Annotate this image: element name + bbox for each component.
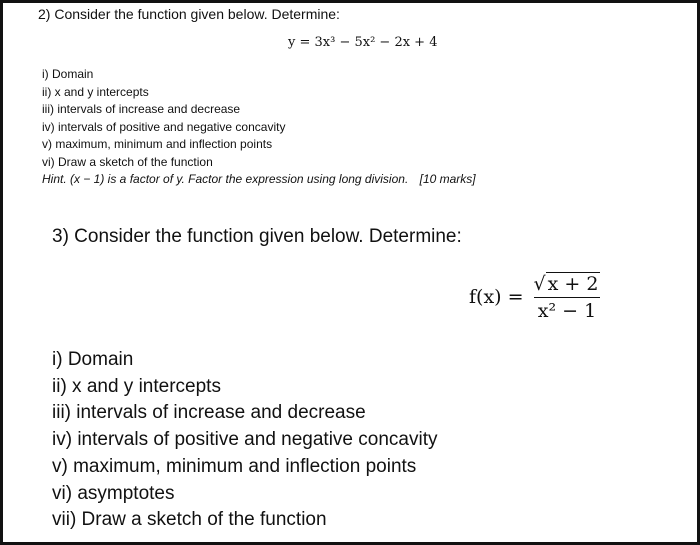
q3-item-concavity: iv) intervals of positive and negative concavity bbox=[52, 429, 438, 451]
q2-item-sketch: vi) Draw a sketch of the function bbox=[42, 154, 213, 169]
q2-item-domain: i) Domain bbox=[42, 67, 94, 81]
q2-hint: Hint. (x − 1) is a factor of y. Factor the expression using long division. bbox=[42, 172, 409, 186]
q2-item-concavity: iv) intervals of positive and negative concavity bbox=[42, 119, 286, 134]
q3-item-increase-decrease: iii) intervals of increase and decrease bbox=[52, 402, 366, 424]
q3-numerator bbox=[532, 272, 603, 297]
frame-left-border bbox=[0, 0, 3, 545]
q2-title: 2) Consider the function given below. Determine: bbox=[38, 6, 340, 22]
q2-item-extrema: v) maximum, minimum and inflection points bbox=[42, 137, 273, 152]
q3-fraction bbox=[532, 272, 603, 322]
q3-item-extrema: v) maximum, minimum and inflection points bbox=[52, 455, 417, 477]
q3-radicand: x + 2 bbox=[547, 273, 599, 295]
q3-item-asymptotes: vi) asymptotes bbox=[52, 482, 175, 504]
frame-top-border bbox=[0, 0, 700, 3]
q2-task-list bbox=[42, 66, 285, 172]
q2-hint-row bbox=[42, 172, 476, 186]
q3-title: 3) Consider the function given below. Determine: bbox=[52, 226, 462, 247]
q3-task-list bbox=[52, 347, 437, 534]
q2-item-increase-decrease: iii) intervals of increase and decrease bbox=[42, 102, 241, 117]
q3-equation-lhs: f(x) = bbox=[469, 286, 524, 308]
q2-marks: [10 marks] bbox=[419, 172, 476, 186]
q2-item-intercepts: ii) x and y intercepts bbox=[42, 84, 149, 99]
q3-item-intercepts: ii) x and y intercepts bbox=[52, 375, 221, 397]
q3-item-sketch: vii) Draw a sketch of the function bbox=[52, 509, 327, 531]
q3-equation bbox=[469, 272, 602, 322]
sqrt-icon: √ bbox=[533, 273, 546, 295]
q3-denominator: x² − 1 bbox=[534, 297, 600, 322]
q3-item-domain: i) Domain bbox=[52, 349, 134, 370]
q2-equation: y = 3x³ − 5x² − 2x + 4 bbox=[288, 35, 438, 50]
